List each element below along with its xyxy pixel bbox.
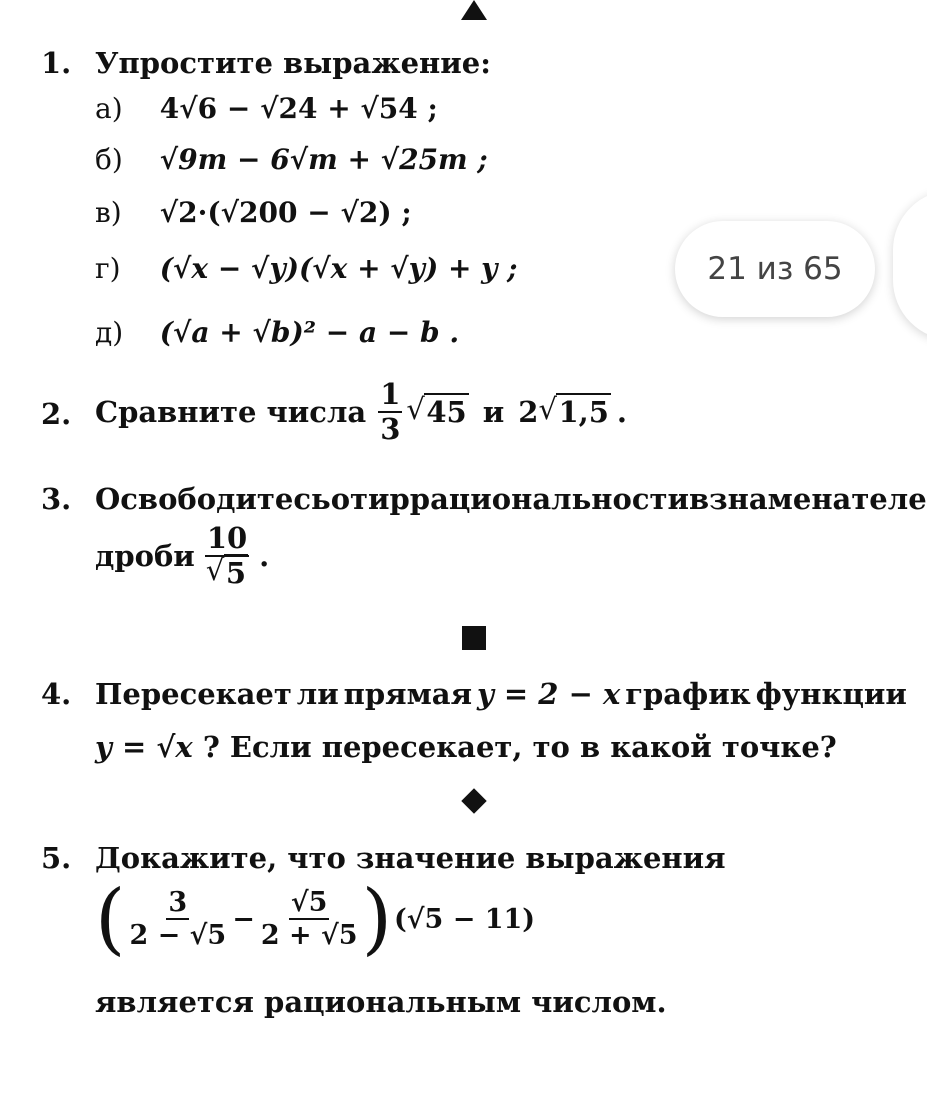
task-3-line2 xyxy=(95,522,269,591)
task-1g-label: г) xyxy=(95,252,121,285)
task-3-number: 3. xyxy=(41,482,72,516)
task-1g xyxy=(95,252,518,285)
task-3-frac-num: 10 xyxy=(205,522,249,557)
task-3-word-1: Освободитесь xyxy=(95,482,331,516)
task-1b-label: б) xyxy=(95,143,123,176)
task-3-word-4: в xyxy=(689,482,710,516)
task-2-frac-num: 1 xyxy=(378,378,402,413)
task-5-expression: ( $\frac{3}{2 - √5}$ − $\frac{√5}{2 + √5}$ ) (√5 − 11) xyxy=(95,874,536,964)
task-5-frac-2-den: 2 + √5 xyxy=(260,920,358,951)
task-4-expr: y = 2 − x xyxy=(476,677,621,711)
task-4-line2-text: ? Если пересекает, то в какой точке? xyxy=(202,730,837,764)
task-1d xyxy=(95,316,459,349)
task-5-frac-2-num: √5 xyxy=(289,887,330,920)
task-5-frac-1-den: 2 − √5 xyxy=(129,920,227,951)
task-1g-expr: (√x − √y)(√x + √y) + y ; xyxy=(159,252,518,285)
task-1-number: 1. xyxy=(41,46,72,80)
task-1d-expr: (√a + √b)² − a − b . xyxy=(159,316,460,349)
task-5-frac-1-num: 3 xyxy=(166,887,189,920)
task-4-word-5: график xyxy=(625,677,751,711)
task-4-word-1: Пересекает xyxy=(95,677,292,711)
task-3-text2: дроби xyxy=(95,539,195,574)
task-2-and: и xyxy=(482,395,505,430)
task-2-frac-den: 3 xyxy=(380,412,401,447)
task-2-number: 2. xyxy=(41,397,72,431)
task-3-end: . xyxy=(259,539,270,574)
task-1a-label: а) xyxy=(95,92,123,125)
task-1v xyxy=(95,196,412,229)
task-2-radical-1: √ 45 xyxy=(406,395,468,429)
task-1a-expr: 4√6 − √24 + √54 ; xyxy=(159,92,438,125)
task-5-tail: (√5 − 11) xyxy=(394,903,536,935)
task-5-frac-2 xyxy=(261,887,358,951)
task-1v-label: в) xyxy=(95,196,122,229)
task-4-line2-expr: y = √x xyxy=(95,730,193,764)
task-4-line1 xyxy=(95,677,907,711)
task-2 xyxy=(95,378,627,447)
square-marker-icon xyxy=(462,626,486,650)
task-3-frac-den: √ 5 xyxy=(206,557,248,590)
task-1v-expr: √2·(√200 − √2) ; xyxy=(159,196,412,229)
task-4-word-6: функции xyxy=(755,677,907,711)
task-5-number: 5. xyxy=(41,841,72,875)
task-3-line1 xyxy=(95,482,927,516)
task-2-coef: 2 xyxy=(518,395,539,430)
task-5-frac-1 xyxy=(129,887,226,951)
task-3-word-3: иррациональности xyxy=(368,482,689,516)
task-3-fraction xyxy=(205,522,249,591)
task-4-number: 4. xyxy=(41,677,72,711)
task-3-word-5: знаменателе xyxy=(709,482,927,516)
task-4-word-2: ли xyxy=(296,677,339,711)
task-5-conclusion: является рациональным числом. xyxy=(95,985,667,1019)
task-4-word-3: прямая xyxy=(343,677,473,711)
task-1-title: Упростите выражение: xyxy=(95,46,491,80)
task-1b xyxy=(95,143,488,176)
next-page-button[interactable] xyxy=(893,190,927,340)
task-1b-expr: √9m − 6√m + √25m ; xyxy=(159,143,488,176)
page-counter: 21 из 65 xyxy=(675,221,875,317)
task-5-title: Докажите, что значение выражения xyxy=(95,841,726,875)
task-2-end: . xyxy=(616,395,627,430)
task-2-text: Сравните числа xyxy=(95,395,367,430)
task-4-line2 xyxy=(95,730,837,764)
task-2-radical-2: √ 1,5 xyxy=(538,395,610,429)
task-2-fraction xyxy=(378,378,402,447)
task-1d-label: д) xyxy=(95,316,124,349)
task-3-word-2: от xyxy=(330,482,369,516)
diamond-marker-icon xyxy=(461,788,486,813)
task-1a xyxy=(95,92,438,125)
triangle-marker-icon xyxy=(461,0,487,20)
